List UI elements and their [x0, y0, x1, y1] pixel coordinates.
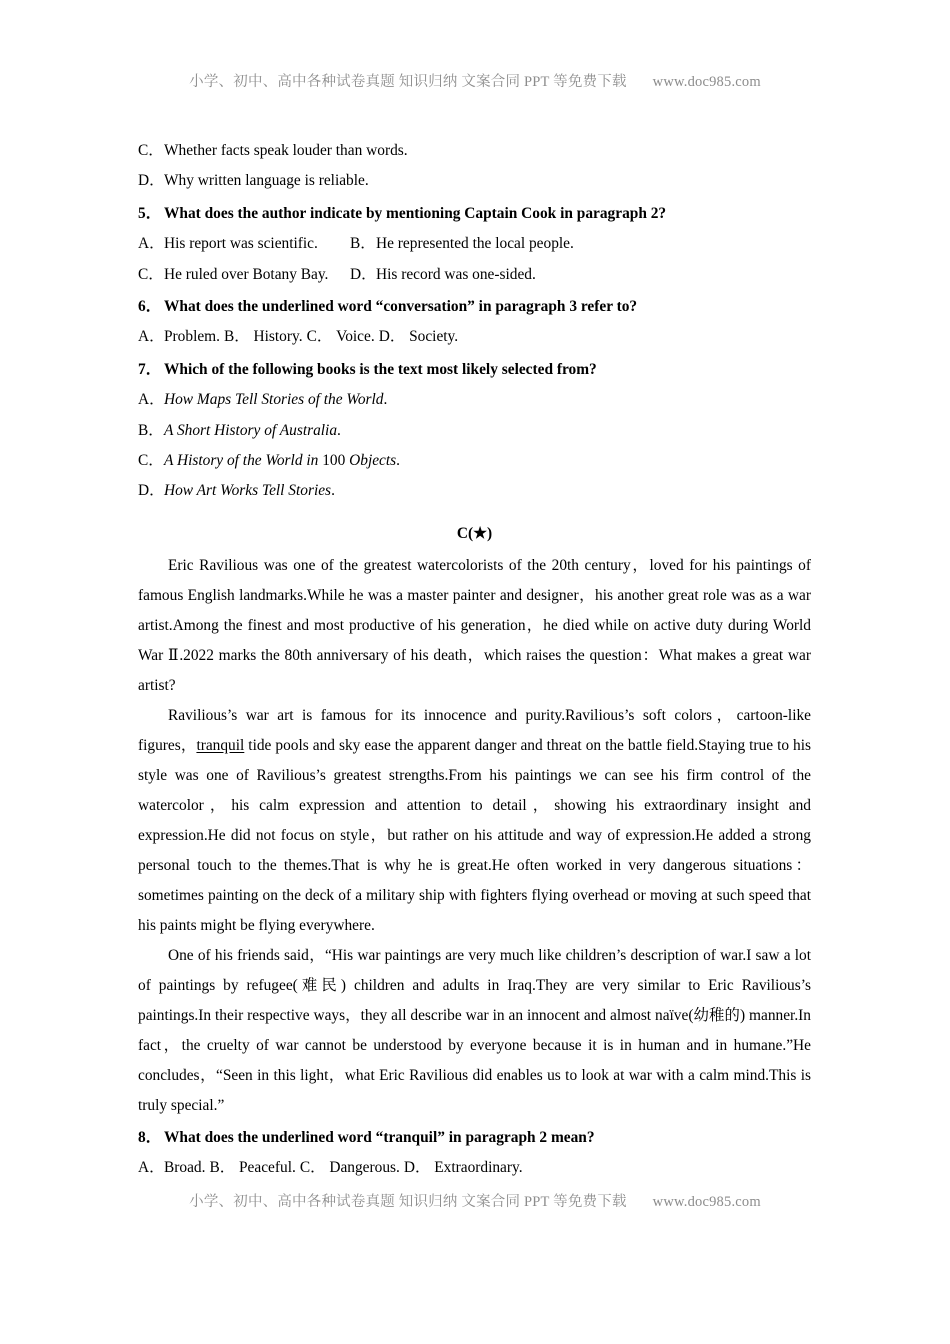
question-7-option-b-marker: B． — [138, 421, 164, 439]
question-5-option-a-text: His report was scientific. — [164, 235, 318, 253]
underlined-word-tranquil: tranquil — [196, 736, 245, 754]
question-8-number: 8． — [138, 1128, 162, 1146]
question-7-option-a-period: . — [383, 391, 388, 409]
question-8-option-a-marker: A． — [138, 1159, 165, 1177]
watermark-header-site: www.doc985.com — [652, 74, 761, 90]
question-5-option-b-marker: B． — [350, 235, 376, 253]
question-7-option-d-period: . — [331, 482, 335, 500]
question-5-option-c — [138, 260, 350, 290]
q4-option-c — [138, 136, 811, 166]
question-6-option-a-marker: A． — [138, 328, 165, 346]
q4-option-c-marker: C． — [138, 142, 164, 159]
question-5-option-b — [350, 235, 574, 252]
question-5-option-b-text: He represented the local people. — [376, 235, 574, 253]
document-content — [138, 136, 811, 1184]
question-6-stem-text: What does the underlined word “conversation” in paragraph 3 refer to? — [164, 298, 638, 316]
passage-paragraph-3-text: One of his friends said，“His war paintings are very much like children’s description of war.I saw a lot of paintings by refugee(难民) children and adults in Iraq.They are very similar to Eric Ravilious’s paintings.In their respective ways，they all describe war in an innocent and almost naïve(幼稚的) manner.In fact，the cruelty of war cannot be understood by everyone because it is in human and in humane.”He concludes，“Seen in this light，what Eric Ravilious did enables us to look at war with a calm mind.This is truly special.” — [138, 946, 811, 1114]
watermark-header — [0, 70, 950, 91]
question-7-option-b-period: . — [337, 421, 341, 439]
question-7-number: 7． — [138, 360, 162, 378]
section-heading-label: C(★) — [456, 524, 493, 542]
passage-paragraph-3 — [138, 941, 811, 1121]
question-6-option-c-marker: C． — [306, 328, 333, 346]
question-6-option-d — [379, 328, 458, 345]
question-7-option-a — [138, 385, 811, 415]
passage-paragraph-2-text-before: Ravilious’s war art is famous for its innocence and purity.Ravilious’s soft colors，cartoon-like figures， — [138, 706, 811, 754]
question-8-option-c-text: Dangerous. — [329, 1159, 400, 1177]
passage-paragraph-2 — [138, 701, 811, 941]
question-6-option-b-marker: B． — [224, 328, 250, 346]
watermark-footer-cn: 小学、初中、高中各种试卷真题 知识归纳 文案合同 PPT 等免费下载 — [189, 1194, 627, 1210]
question-8-option-d-text: Extraordinary. — [434, 1159, 523, 1177]
question-7-stem-text: Which of the following books is the text most likely selected from? — [164, 360, 597, 378]
question-8-option-c — [300, 1159, 400, 1176]
question-5-stem — [138, 199, 811, 229]
question-5-option-c-text: He ruled over Botany Bay. — [164, 265, 329, 283]
question-6-option-c — [307, 328, 375, 345]
question-8-option-a — [138, 1159, 205, 1176]
question-5-number: 5． — [138, 204, 162, 222]
question-8-option-a-text: Broad. — [164, 1159, 206, 1177]
q4-option-d — [138, 166, 811, 196]
question-7-option-c-number: 100 — [322, 452, 346, 470]
q4-option-c-text: Whether facts speak louder than words. — [164, 142, 408, 159]
question-7-option-c-marker: C． — [138, 452, 164, 470]
question-7-option-c-period: . — [396, 452, 401, 470]
q4-option-d-text: Why written language is reliable. — [164, 172, 369, 190]
question-8-stem-text: What does the underlined word “tranquil” in paragraph 2 mean? — [164, 1128, 595, 1146]
question-6-option-b-text: History. — [253, 328, 303, 346]
watermark-footer-site: www.doc985.com — [652, 1194, 761, 1210]
question-5-option-a — [138, 229, 350, 259]
question-8-option-b-marker: B． — [209, 1159, 236, 1177]
question-6-option-a-text: Problem. — [164, 328, 221, 346]
question-5-option-d-text: His record was one-sided. — [376, 265, 536, 283]
question-5-options-row-1 — [138, 229, 811, 259]
question-7-option-d-title: How Art Works Tell Stories — [164, 482, 332, 500]
passage-paragraph-2-text-after: tide pools and sky ease the apparent danger and threat on the battle field.Staying true to his style was one of Ravilious’s greatest strengths.From his paintings we can see his firm control of the watercolor，his calm expression and attention to detail，showing his extraordinary insight and expression.He did not focus on style，but rather on his attitude and way of expression.He added a strong personal touch to the themes.That is why he is great.He often worked in very dangerous situations：sometimes painting on the deck of a military ship with fighters flying overhead or moving at such speed that his paints might be flying everywhere. — [138, 736, 811, 934]
question-7-option-c-title-part2: Objects — [345, 452, 397, 470]
question-7-stem — [138, 355, 811, 385]
question-8-option-d-marker: D． — [403, 1159, 431, 1177]
question-6-option-a — [138, 328, 220, 345]
question-6-option-d-marker: D． — [378, 328, 406, 346]
watermark-header-cn: 小学、初中、高中各种试卷真题 知识归纳 文案合同 PPT 等免费下载 — [189, 74, 627, 90]
question-8-option-d — [404, 1159, 523, 1176]
question-6-option-b — [224, 328, 303, 345]
question-6-options-row — [138, 322, 811, 352]
question-5-option-d — [350, 266, 536, 283]
question-7-option-c — [138, 446, 811, 476]
question-7-option-a-marker: A． — [138, 391, 165, 409]
question-7-option-b-title: A Short History of Australia — [164, 421, 338, 439]
watermark-footer — [0, 1190, 950, 1211]
question-8-options-row — [138, 1153, 811, 1183]
question-7-option-b — [138, 416, 811, 446]
question-5-stem-text: What does the author indicate by mentioning Captain Cook in paragraph 2? — [164, 204, 667, 222]
question-7-option-c-title-part1: A History of the World in — [164, 452, 323, 470]
question-6-stem — [138, 292, 811, 322]
question-7-option-a-title: How Maps Tell Stories of the World — [164, 391, 384, 409]
question-8-option-b — [209, 1159, 295, 1176]
question-8-option-b-text: Peaceful. — [238, 1159, 296, 1177]
question-8-stem — [138, 1123, 811, 1153]
question-7-option-d-marker: D． — [138, 482, 165, 500]
passage-paragraph-1 — [138, 551, 811, 701]
question-5-options-row-2 — [138, 260, 811, 290]
question-7-option-d — [138, 476, 811, 506]
q4-option-d-marker: D． — [138, 172, 165, 190]
passage-paragraph-1-text: Eric Ravilious was one of the greatest watercolorists of the 20th century，loved for his paintings of famous English landmarks.While he was a master painter and designer，his another great role was as a war artist.Among the finest and most productive of his generation，he died while on active duty during World War Ⅱ.2022 marks the 80th anniversary of his death，which raises the question：What makes a great war artist? — [138, 556, 811, 694]
question-6-option-d-text: Society. — [409, 328, 459, 346]
question-5-option-c-marker: C． — [138, 265, 164, 283]
question-6-option-c-text: Voice. — [336, 328, 375, 346]
question-8-option-c-marker: C． — [299, 1159, 326, 1177]
question-5-option-d-marker: D． — [350, 265, 377, 283]
question-5-option-a-marker: A． — [138, 235, 165, 253]
question-6-number: 6． — [138, 298, 162, 316]
section-heading-c — [138, 519, 811, 549]
